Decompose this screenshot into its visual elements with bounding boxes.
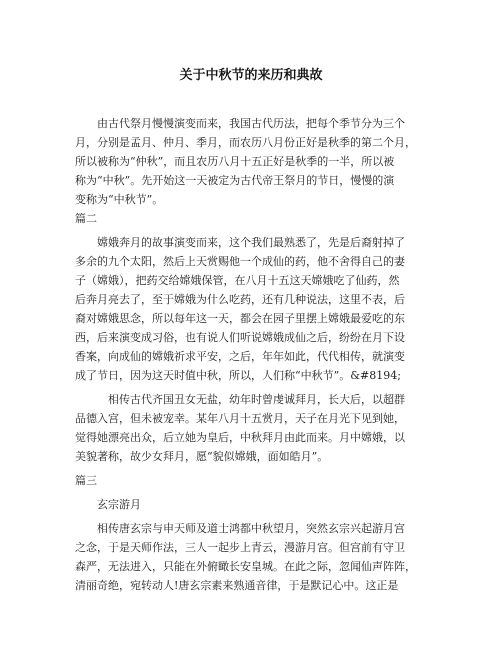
document-title: 关于中秋节的来历和典故 [179,68,323,83]
para4-line: 清丽奇绝，宛转动人!唐玄宗素来熟通音律，于是默记心中。这正是 [75,579,399,592]
para4-line: 之念，于是天师作法，三人一起步上青云，漫游月宫。但宫前有守卫 [75,541,405,554]
para1-line: 变称为“中秋节”。 [75,193,164,206]
section-heading: 篇二 [75,212,97,225]
para2-line: 香案，向成仙的嫦娥祈求平安，之后，年年如此，代代相传，就演变 [75,350,405,363]
para2-line: 子（嫦娥），把药交给嫦娥保管，在八月十五这天嫦娥吃了仙药，然 [75,274,400,287]
para2-line: 西，后来演变成习俗，也有说人们听说嫦娥成仙之后，纷纷在月下设 [75,331,405,344]
subheading: 玄宗游月 [97,498,141,511]
para4-line: 相传唐玄宗与申天师及道士鸿都中秋望月，突然玄宗兴起游月宫 [97,522,405,535]
para3-line: 相传古代齐国丑女无盐，幼年时曾虔诚拜月，长大后，以超群 [108,393,405,406]
para2-line: 裔对嫦娥思念，所以每年这一天，都会在园子里摆上嫦娥最爱吃的东 [75,312,405,325]
para2-line: 成了节日，因为这天时值中秋，所以，人们称“中秋节”。&#8194; [75,369,401,382]
para3-line: 美貌著称，故少女拜月，愿“貌似嫦娥，面如皓月”。 [75,450,329,463]
para1-line: 月，分别是孟月、仲月、季月，而农历八月份正好是秋季的第二个月， [75,136,416,149]
para1-line: 由古代祭月慢慢演变而来，我国古代历法，把每个季节分为三个 [97,117,405,130]
para3-line: 觉得她漂亮出众，后立她为皇后，中秋拜月由此而来。月中嫦娥，以 [75,431,405,444]
para1-line: 称为“中秋”。先开始这一天被定为古代帝王祭月的节日，慢慢的演 [75,174,395,187]
para2-line: 嫦娥奔月的故事演变而来，这个我们最熟悉了，先是后裔射掉了 [97,236,405,249]
para4-line: 森严，无法进入，只能在外俯瞰长安皇城。在此之际，忽闻仙声阵阵， [75,560,416,573]
section-heading: 篇三 [75,474,97,487]
para1-line: 所以被称为“仲秋”，而且农历八月十五正好是秋季的一半，所以被 [75,155,395,168]
para2-line: 多余的九个太阳，然后上天赏赐他一个成仙的药，他不舍得自己的妻 [75,255,405,268]
para2-line: 后奔月亮去了，至于嫦娥为什么吃药，还有几种说法，这里不表，后 [75,293,405,306]
para3-line: 品德入宫，但未被宠幸。某年八月十五赏月，天子在月光下见到她， [75,412,405,425]
